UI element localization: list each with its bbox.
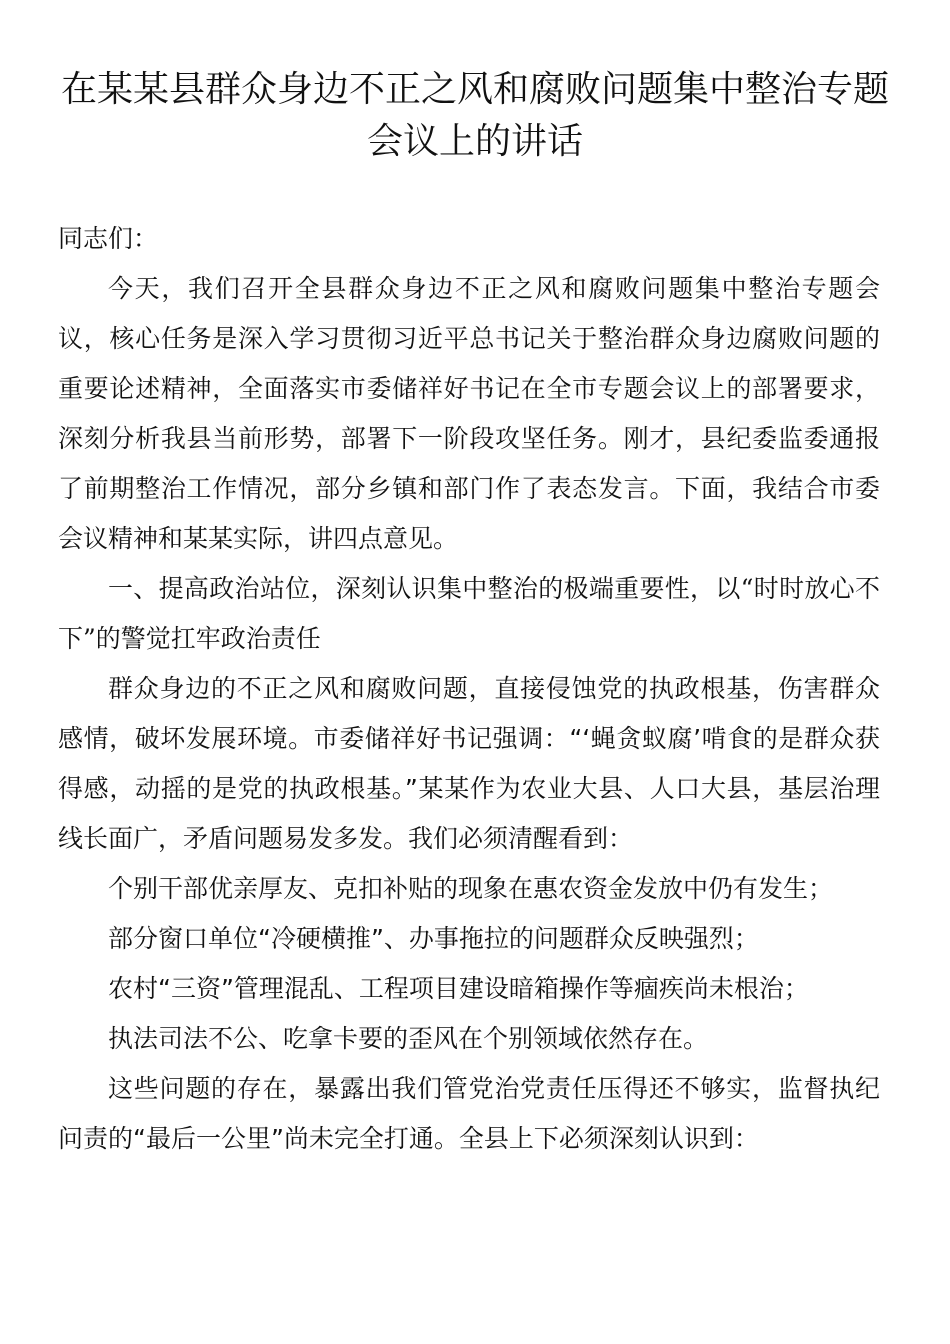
intro-paragraph: 今天，我们召开全县群众身边不正之风和腐败问题集中整治专题会议，核心任务是深入学习贯彻习近平总书记关于整治群众身边腐败问题的重要论述精神，全面落实市委储祥好书记在全市专题会议上的部署要求，深刻分析我县当前形势，部署下一阶段攻坚任务。刚才，县纪委监委通报了前期整治工作情况，部分乡镇和部门作了表态发言。下面，我结合市委会议精神和某某实际，讲四点意见。 xyxy=(58,274,880,553)
document-title: 在某某县群众身边不正之风和腐败问题集中整治专题会议上的讲话 xyxy=(60,69,889,162)
document-body xyxy=(58,214,880,1164)
section-heading: 一、提高政治站位，深刻认识集中整治的极端重要性，以“时时放心不下”的警觉扛牢政治责任 xyxy=(58,574,880,653)
list-item: 个别干部优亲厚友、克扣补贴的现象在惠农资金发放中仍有发生； xyxy=(108,874,834,903)
list-item: 部分窗口单位“冷硬横推”、办事拖拉的问题群众反映强烈； xyxy=(108,924,759,953)
greeting: 同志们： xyxy=(58,224,159,253)
list-item: 农村“三资”管理混乱、工程项目建设暗箱操作等痼疾尚未根治； xyxy=(108,974,809,1003)
section-paragraph: 群众身边的不正之风和腐败问题，直接侵蚀党的执政根基，伤害群众感情，破坏发展环境。市委储祥好书记强调：“‘蝇贪蚁腐’啃食的是群众获得感，动摇的是党的执政根基。”某某作为农业大县、人口大县，基层治理线长面广，矛盾问题易发多发。我们必须清醒看到： xyxy=(58,674,880,853)
list-item: 执法司法不公、吃拿卡要的歪风在个别领域依然存在。 xyxy=(108,1024,709,1053)
closing-paragraph: 这些问题的存在，暴露出我们管党治党责任压得还不够实，监督执纪问责的“最后一公里”尚未完全打通。全县上下必须深刻认识到： xyxy=(58,1074,880,1153)
